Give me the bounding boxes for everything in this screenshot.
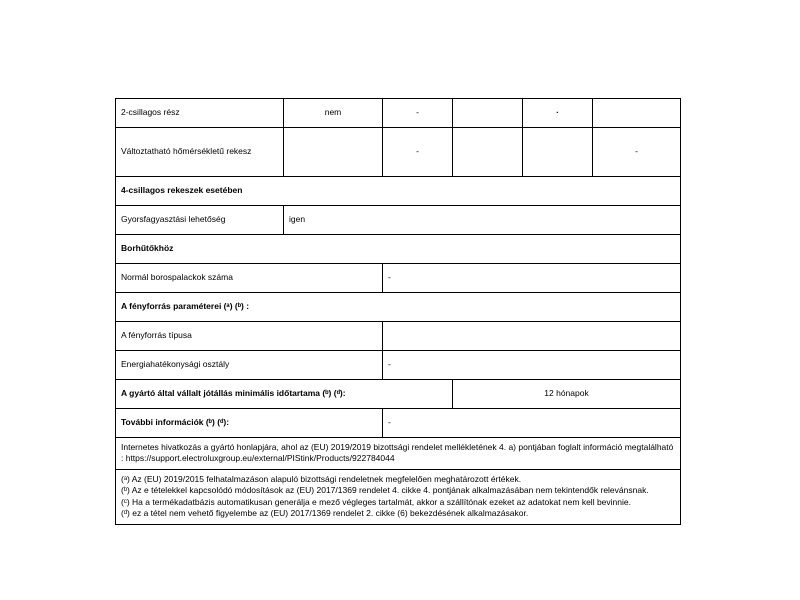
row-value-3: - xyxy=(383,128,453,177)
fast-freeze-value: igen xyxy=(284,206,681,235)
fast-freeze-label: Gyorsfagyasztási lehetőség xyxy=(116,206,284,235)
section-header-wine xyxy=(116,235,681,264)
section-header-label: A fényforrás paraméterei (ᵃ) (ᵇ) : xyxy=(116,293,681,322)
row-value-3: - xyxy=(383,99,453,128)
row-value-6 xyxy=(593,99,681,128)
section-header-label: Borhűtőkhöz xyxy=(116,235,681,264)
table-row-fast-freeze xyxy=(116,206,681,235)
web-reference-note: Internetes hivatkozás a gyártó honlapjára, ahol az (EU) 2019/2019 bizottsági rendelet mellékletének 4. a) pontjában foglalt információ megtalálható : https://support.electroluxgroup.eu/external/PIStink/Products/922784044 xyxy=(116,438,681,470)
footnotes-cell xyxy=(116,469,681,524)
table-row-further-info xyxy=(116,409,681,438)
footnote-d: (ᵈ) ez a tétel nem vehető figyelembe az (EU) 2017/1369 rendelet 2. cikke (6) bekezdésének alkalmazásakor. xyxy=(121,508,529,519)
further-info-label: További információk (ᵇ) (ᵈ): xyxy=(116,409,383,438)
section-header-four-star xyxy=(116,177,681,206)
row-value-6: - xyxy=(593,128,681,177)
table-row xyxy=(116,99,681,128)
row-value-5: · xyxy=(523,99,593,128)
table-row-web-note xyxy=(116,438,681,470)
row-value-2 xyxy=(284,128,383,177)
row-value-5 xyxy=(523,128,593,177)
light-class-value: - xyxy=(383,351,681,380)
footnote-c: (ᶜ) Ha a termékadatbázis automatikusan generálja e mező végleges tartalmát, akkor a szállítónak ezeket az adatokat nem kell bevinnie. xyxy=(121,496,631,507)
specification-table xyxy=(115,98,681,525)
section-header-light-source xyxy=(116,293,681,322)
row-value-2: nem xyxy=(284,99,383,128)
guarantee-label: A gyártó által vállalt jótállás minimális időtartama (ᵇ) (ᵈ): xyxy=(116,380,453,409)
wine-bottles-label: Normál borospalackok száma xyxy=(116,264,383,293)
light-type-label: A fényforrás típusa xyxy=(116,322,383,351)
table-row-light-class xyxy=(116,351,681,380)
row-value-4 xyxy=(453,128,523,177)
table-row-footnotes xyxy=(116,469,681,524)
table-row-wine-bottles xyxy=(116,264,681,293)
guarantee-value: 12 hónapok xyxy=(453,380,681,409)
light-class-label: Energiahatékonysági osztály xyxy=(116,351,383,380)
table-row xyxy=(116,128,681,177)
further-info-value: - xyxy=(383,409,681,438)
footnote-b: (ᵇ) Az e tételekkel kapcsolódó módosítások az (EU) 2017/1369 rendelet 4. cikke 4. pontjának alkalmazásában nem tekintendők relevánsnak. xyxy=(121,485,649,496)
product-information-sheet xyxy=(115,98,680,525)
table-row-guarantee xyxy=(116,380,681,409)
row-label: Változtatható hőmérsékletű rekesz xyxy=(116,128,284,177)
row-label: 2-csillagos rész xyxy=(116,99,284,128)
light-type-value xyxy=(383,322,681,351)
row-value-4 xyxy=(453,99,523,128)
wine-bottles-value: - xyxy=(383,264,681,293)
footnote-a: (ᵃ) Az (EU) 2019/2015 felhatalmazáson alapuló bizottsági rendeletnek megfelelően meghatározott értékek. xyxy=(121,473,522,484)
section-header-label: 4-csillagos rekeszek esetében xyxy=(116,177,681,206)
table-row-light-type xyxy=(116,322,681,351)
